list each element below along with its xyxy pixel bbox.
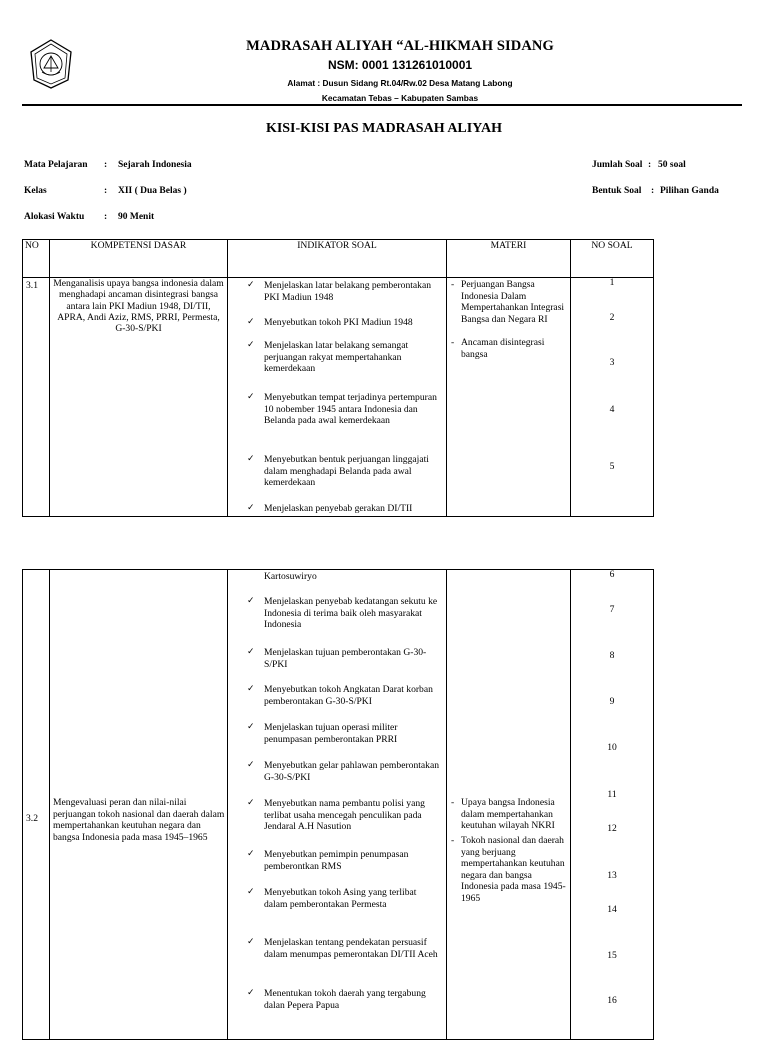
class-value: XII ( Dua Belas ) [118,186,187,196]
check-icon: ✓ [247,454,255,464]
subject-colon: : [104,160,108,170]
indicator-cell: Kartosuwiryo ✓ Menjelaskan penyebab kedatangan sekutu ke Indonesia di terima baik oleh masyarakat Indonesia ✓ Menjelaskan tujuan pemberontakan G-30-S/PKI ✓ Menyebutkan tokoh Angkatan Darat korban pemberontakan G-30-S/PKI ✓ Menjelaskan tujuan operasi militer penumpasan pemberontakan PRRI ✓ Menyebutkan gelar pahlawan pemberontakan G-30-S/PKI ✓ Menyebutkan nama pembantu polisi yang terlibat usaha mencegah penculikan pada Jendaral A.H Nasution ✓ Menyebutkan pemimpin penumpasan pemberontkan RMS ✓ Menyebutkan tokoh Asing yang terlibat dalam pemberontakan Permesta ✓ Menjelaskan tentang pendekatan persuasif dalam menumpas pemerontakan DI/TII Aceh ✓ Menentukan tokoh daerah yang tergabung dalan Pepera Papua [228,570,447,1040]
question-form-label: Bentuk Soal [592,186,642,196]
school-address-line1: Alamat : Dusun Sidang Rt.04/Rw.02 Desa Matang Labong [287,78,513,88]
question-count-colon: : [648,160,652,170]
question-number: 15 [607,950,617,961]
indicator-cell: ✓ Menjelaskan latar belakang pemberontakan PKI Madiun 1948 ✓ Menyebutkan tokoh PKI Madiun 1948 ✓ Menjelaskan latar belakang semangat perjuangan rakyat mempertahankan kemerdekaan ✓ Menyebutkan tempat terjadinya pertempuran 10 nobember 1945 antara Indonesia dan Belanda pada awal kemerdekaan ✓ Menyebutkan bentuk perjuangan linggajati dalam menghadapi Belanda pada awal kemerdekaan ✓ Menjelaskan penyebab gerakan DI/TII [228,278,447,517]
col-header-indikator: INDIKATOR SOAL [228,240,447,278]
question-form-value: Pilihan Ganda [660,186,719,196]
question-number: 1 [609,277,615,288]
check-icon: ✓ [247,722,255,732]
school-nsm: NSM: 0001 131261010001 [327,58,473,72]
check-icon: ✓ [247,280,255,290]
question-number: 10 [607,742,617,753]
school-name: MADRASAH ALIYAH “AL-HIKMAH SIDANG [246,38,554,54]
school-logo [28,38,74,90]
material-item: - Ancaman disintegrasi bangsa [451,337,545,360]
col-header-materi: MATERI [447,240,571,278]
question-number: 14 [607,904,617,915]
school-address-line2: Kecamatan Tebas – Kabupaten Sambas [321,93,479,103]
question-number: 9 [609,696,615,707]
question-number: 6 [609,569,615,580]
question-form-colon: : [651,186,655,196]
check-icon: ✓ [247,760,255,770]
check-icon: ✓ [247,798,255,808]
question-number: 5 [609,461,615,472]
material-item: - Upaya bangsa Indonesia dalam mempertahankan keutuhan wilayah NKRI [451,797,555,831]
check-icon: ✓ [247,503,255,513]
question-number: 2 [609,312,615,323]
col-header-kd: KOMPETENSI DASAR [50,240,228,278]
check-icon: ✓ [247,887,255,897]
table-header-row [23,240,654,278]
time-colon: : [104,212,108,222]
question-number: 12 [607,823,617,834]
row-number-cell: 3.2 [23,570,50,1040]
question-number-cell [571,278,654,517]
time-label: Alokasi Waktu [24,212,85,222]
material-cell [447,278,571,517]
check-icon: ✓ [247,596,255,606]
kisi-table-2 [22,569,654,1040]
question-number: 3 [609,357,615,368]
subject-value: Sejarah Indonesia [118,160,192,170]
question-count-value: 50 soal [658,160,686,170]
check-icon: ✓ [247,340,255,350]
question-number: 4 [609,404,615,415]
subject-label: Mata Pelajaran [24,160,88,170]
competency-cell: Menganalisis upaya bangsa indonesia dalam menghadapi ancaman disintegrasi bangsa antara lain PKI Madiun 1948, DI/TII, APRA, Andi Aziz, RMS, PRRI, Permesta, G-30-S/PKI [50,278,228,517]
check-icon: ✓ [247,937,255,947]
header-divider [22,104,742,106]
col-header-no: NO [23,240,50,278]
check-icon: ✓ [247,849,255,859]
class-label: Kelas [24,186,47,196]
kisi-table-1 [22,239,654,517]
check-icon: ✓ [247,392,255,402]
check-icon: ✓ [247,647,255,657]
table-row [23,570,654,1040]
question-number: 13 [607,870,617,881]
question-number-cell [571,570,654,1040]
competency-cell: Mengevaluasi peran dan nilai-nilai perjuangan tokoh nasional dan daerah dalam mempertahankan keutuhan negara dan bangsa Indonesia pada masa 1945–1965 [50,570,228,1040]
material-item: - Tokoh nasional dan daerah yang berjuang mempertahankan keutuhan negara dan bangsa Indonesia pada masa 1945-1965 [451,835,566,904]
question-number: 7 [609,604,615,615]
check-icon: ✓ [247,684,255,694]
material-item: - Perjuangan Bangsa Indonesia Dalam Mempertahankan Integrasi Bangsa dan Negara RI [451,279,565,325]
document-title: KISI-KISI PAS MADRASAH ALIYAH [265,121,503,136]
question-count-label: Jumlah Soal [592,160,643,170]
check-icon: ✓ [247,988,255,998]
material-cell [447,570,571,1040]
question-number: 16 [607,995,617,1006]
question-number: 11 [607,789,617,800]
question-number: 8 [609,650,615,661]
class-colon: : [104,186,108,196]
table-row [23,278,654,517]
row-number-cell: 3.1 [23,278,50,517]
col-header-no-soal: NO SOAL [571,240,654,278]
check-icon: ✓ [247,317,255,327]
time-value: 90 Menit [118,212,155,222]
